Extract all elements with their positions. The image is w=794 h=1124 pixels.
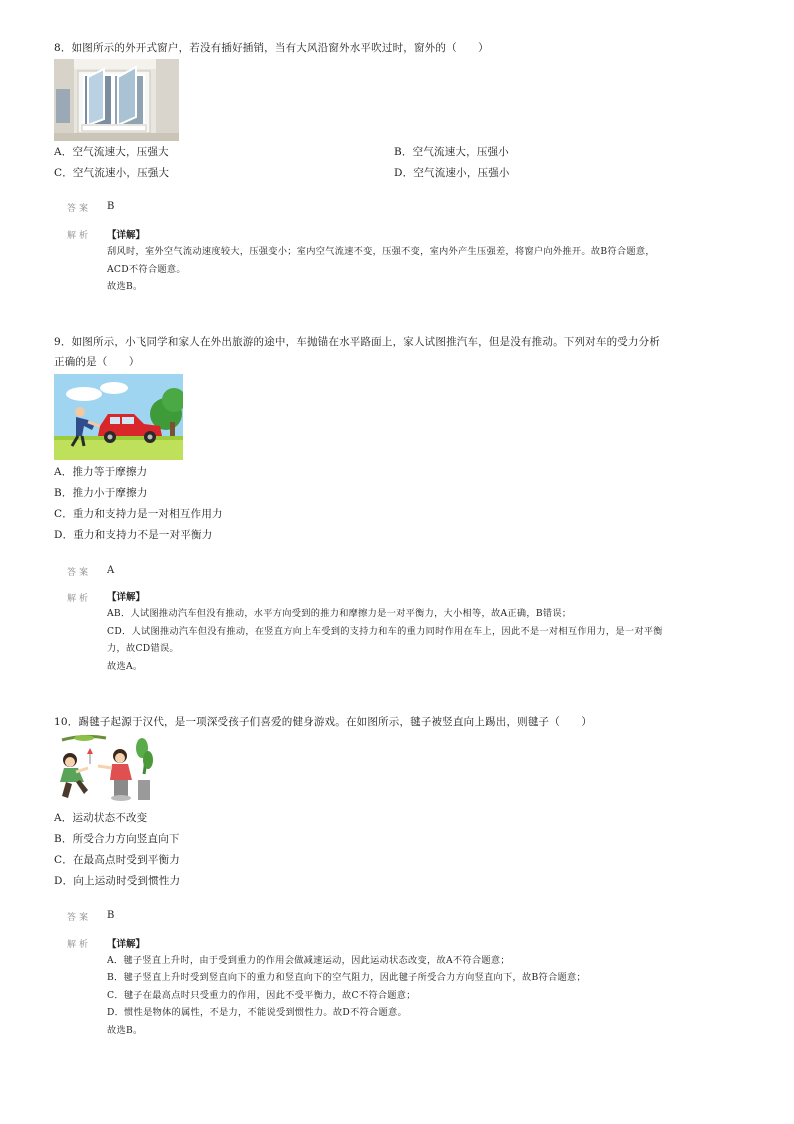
q8-option-a: A．空气流速大，压强大 [54,146,169,158]
q10-option-a: A．运动状态不改变 [54,812,148,824]
q10-explanation-line-3: C．毽子在最高点时只受重力的作用，因此不受平衡力，故C不符合题意； [107,990,416,1001]
q8-option-d: D．空气流速小，压强小 [394,167,510,179]
car-push-illustration [54,374,183,460]
shuttlecock-illustration [54,734,154,806]
window-illustration [54,59,179,141]
q9-explanation-line-3: 力，故CD错误。 [107,643,179,654]
q9-explanation-line-4: 故选A。 [107,661,143,672]
q10-answer-label: 答案 [67,913,92,923]
q8-explanation-line-1: 刮风时，室外空气流动速度较大，压强变小；室内空气流速不变，压强不变，室内外产生压强差，将窗户向外推开。故B符合题意， [107,246,655,257]
question-9-stem-line-1: 9．如图所示，小飞同学和家人在外出旅游的途中，车抛锚在水平路面上，家人试图推汽车，但是没有推动。下列对车的受力分析 [54,336,661,348]
q9-explanation-line-2: CD．人试图推动汽车但没有推动，在竖直方向上车受到的支持力和车的重力同时作用在车上，因此不是一对相互作用力，是一对平衡 [107,626,663,637]
q8-answer-label: 答案 [67,204,92,214]
q10-analysis-label: 解析 [67,940,92,950]
q8-analysis-label: 解析 [67,231,92,241]
q10-explanation-line-2: B．毽子竖直上升时受到竖直向下的重力和竖直向下的空气阻力，因此毽子所受合力方向竖直向下，故B符合题意； [107,972,586,983]
q9-answer-label: 答案 [67,568,92,578]
q8-option-b: B．空气流速大，压强小 [394,146,509,158]
question-9-stem-line-2: 正确的是（ ） [54,356,140,368]
q9-option-a: A．推力等于摩擦力 [54,466,148,478]
q8-answer-value: B [107,201,115,212]
q9-option-c: C．重力和支持力是一对相互作用力 [54,508,223,520]
q9-option-d: D．重力和支持力不是一对平衡力 [54,529,213,541]
question-10-stem: 10．踢毽子起源于汉代，是一项深受孩子们喜爱的健身游戏。在如图所示，毽子被竖直向上踢出，则毽子（ ） [54,716,593,728]
q10-answer-value: B [107,910,115,921]
q10-explanation-line-5: 故选B。 [107,1025,143,1036]
q8-explanation-line-2: ACD不符合题意。 [107,264,186,275]
q8-explanation-line-3: 故选B。 [107,281,143,292]
q10-option-b: B．所受合力方向竖直向下 [54,833,180,845]
q10-explanation-line-4: D．惯性是物体的属性，不是力，不能说受到惯性力。故D不符合题意。 [107,1007,407,1018]
q9-detail-heading: 【详解】 [107,592,146,603]
q10-option-d: D．向上运动时受到惯性力 [54,875,181,887]
q10-explanation-line-1: A．毽子竖直上升时，由于受到重力的作用会做减速运动，因此运动状态改变，故A不符合题意； [107,955,510,966]
q8-detail-heading: 【详解】 [107,230,146,241]
q9-analysis-label: 解析 [67,594,92,604]
q10-detail-heading: 【详解】 [107,939,146,950]
q10-option-c: C．在最高点时受到平衡力 [54,854,180,866]
q8-option-c: C．空气流速小，压强大 [54,167,170,179]
q9-option-b: B．推力小于摩擦力 [54,487,148,499]
question-8-stem: 8．如图所示的外开式窗户，若没有插好插销，当有大风沿窗外水平吹过时，窗外的（ ） [54,42,489,54]
q9-answer-value: A [107,565,115,576]
q9-explanation-line-1: AB．人试图推动汽车但没有推动，水平方向受到的推力和摩擦力是一对平衡力，大小相等，故A正确，B错误； [107,608,572,619]
